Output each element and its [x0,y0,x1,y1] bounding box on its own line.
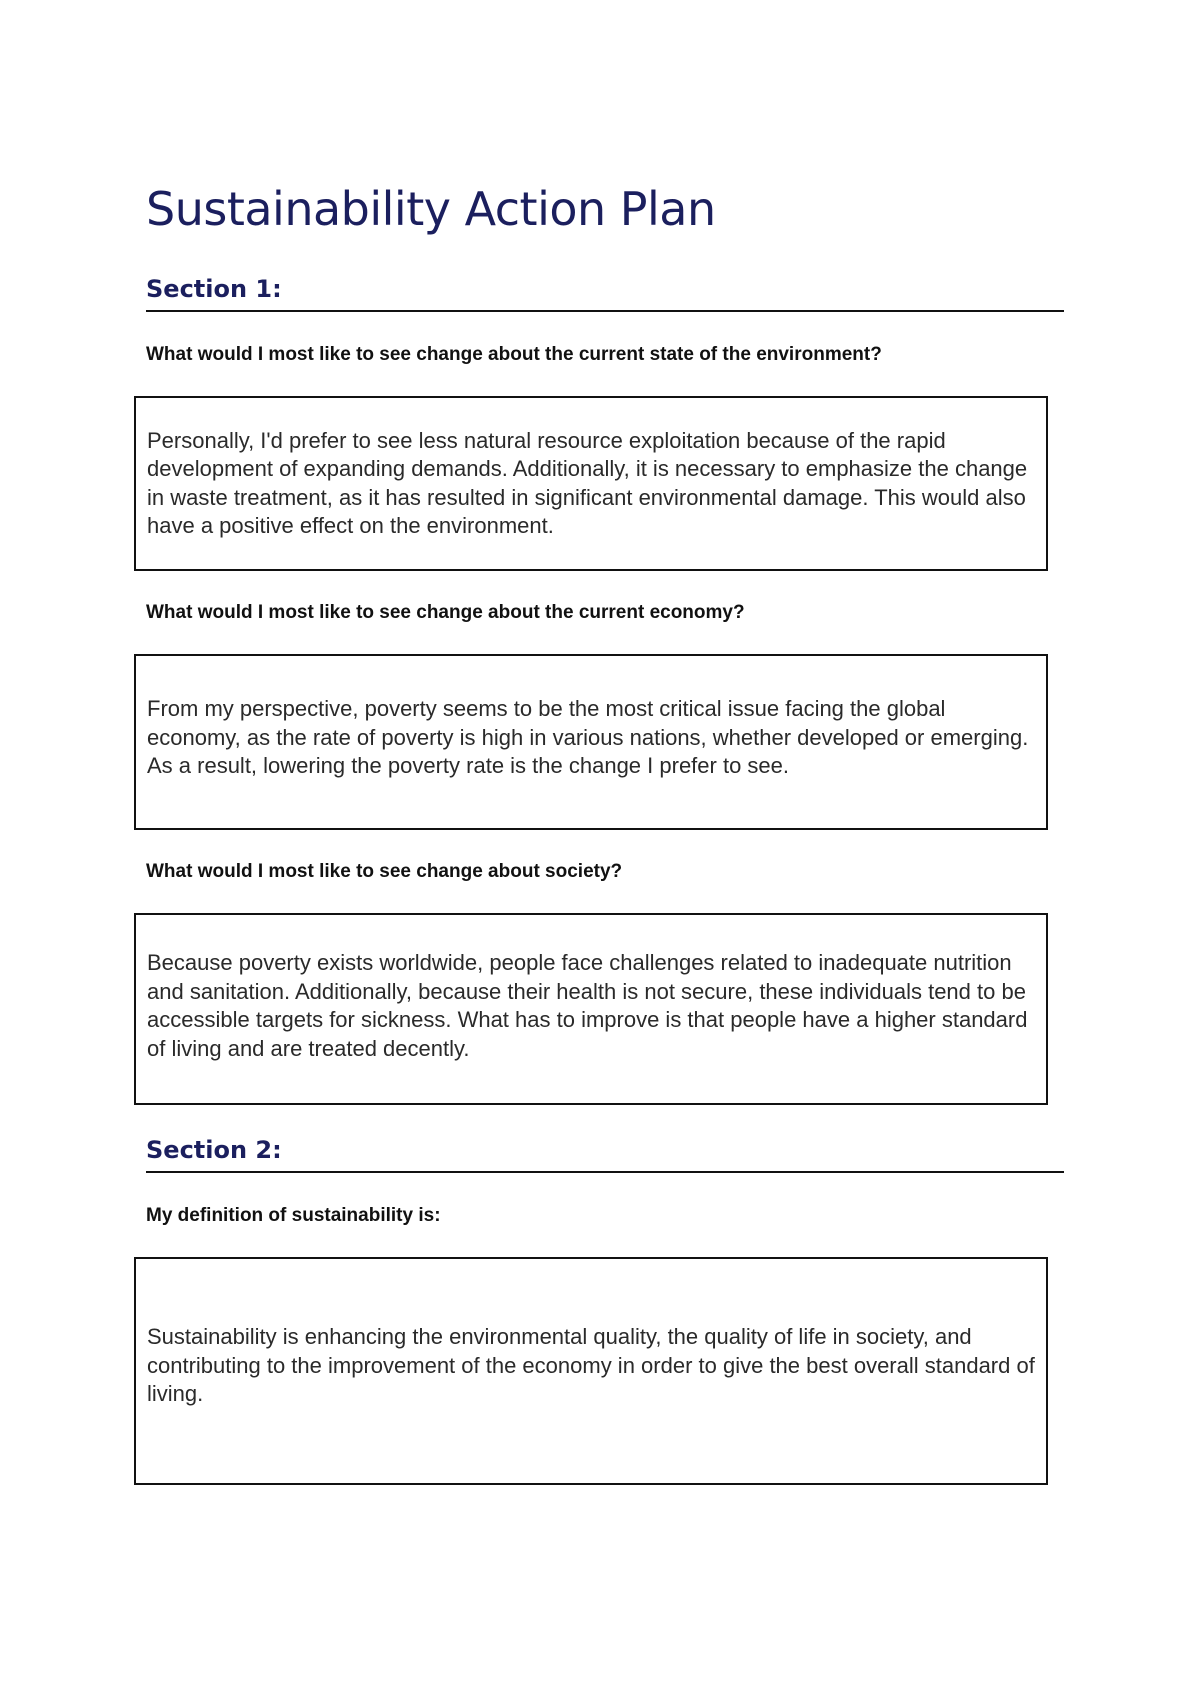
question-economy: What would I most like to see change about the current economy? [146,602,745,623]
answer-box-environment [134,396,1048,571]
answer-box-definition [134,1257,1048,1485]
question-definition: My definition of sustainability is: [146,1205,441,1226]
answer-society: Because poverty exists worldwide, people face challenges related to inadequate nutrition and sanitation. Additionally, because their health is not secure, these individuals tend to be accessible targets for sickness. What has to improve is that people have a higher standard of living and are treated decently. [147,950,1028,1061]
section-1-rule [146,310,1064,312]
question-environment: What would I most like to see change about the current state of the environment? [146,344,882,365]
answer-definition: Sustainability is enhancing the environmental quality, the quality of life in society, and contributing to the improvement of the economy in order to give the best overall standard of living. [147,1324,1035,1407]
answer-box-economy [134,654,1048,830]
answer-box-society [134,913,1048,1105]
section-1-heading: Section 1: [146,275,282,303]
answer-economy: From my perspective, poverty seems to be the most critical issue facing the global economy, as the rate of poverty is high in various nations, whether developed or emerging. As a result, lowering the poverty rate is the change I prefer to see. [147,696,1029,779]
section-2-heading: Section 2: [146,1136,282,1164]
question-society: What would I most like to see change about society? [146,861,623,882]
document-title: Sustainability Action Plan [146,182,716,236]
section-2-rule [146,1171,1064,1173]
answer-environment: Personally, I'd prefer to see less natural resource exploitation because of the rapid development of expanding demands. Additionally, it is necessary to emphasize the change in waste treatment, as it has resulted in significant environmental damage. This would also have a positive effect on the environment. [147,427,1028,538]
